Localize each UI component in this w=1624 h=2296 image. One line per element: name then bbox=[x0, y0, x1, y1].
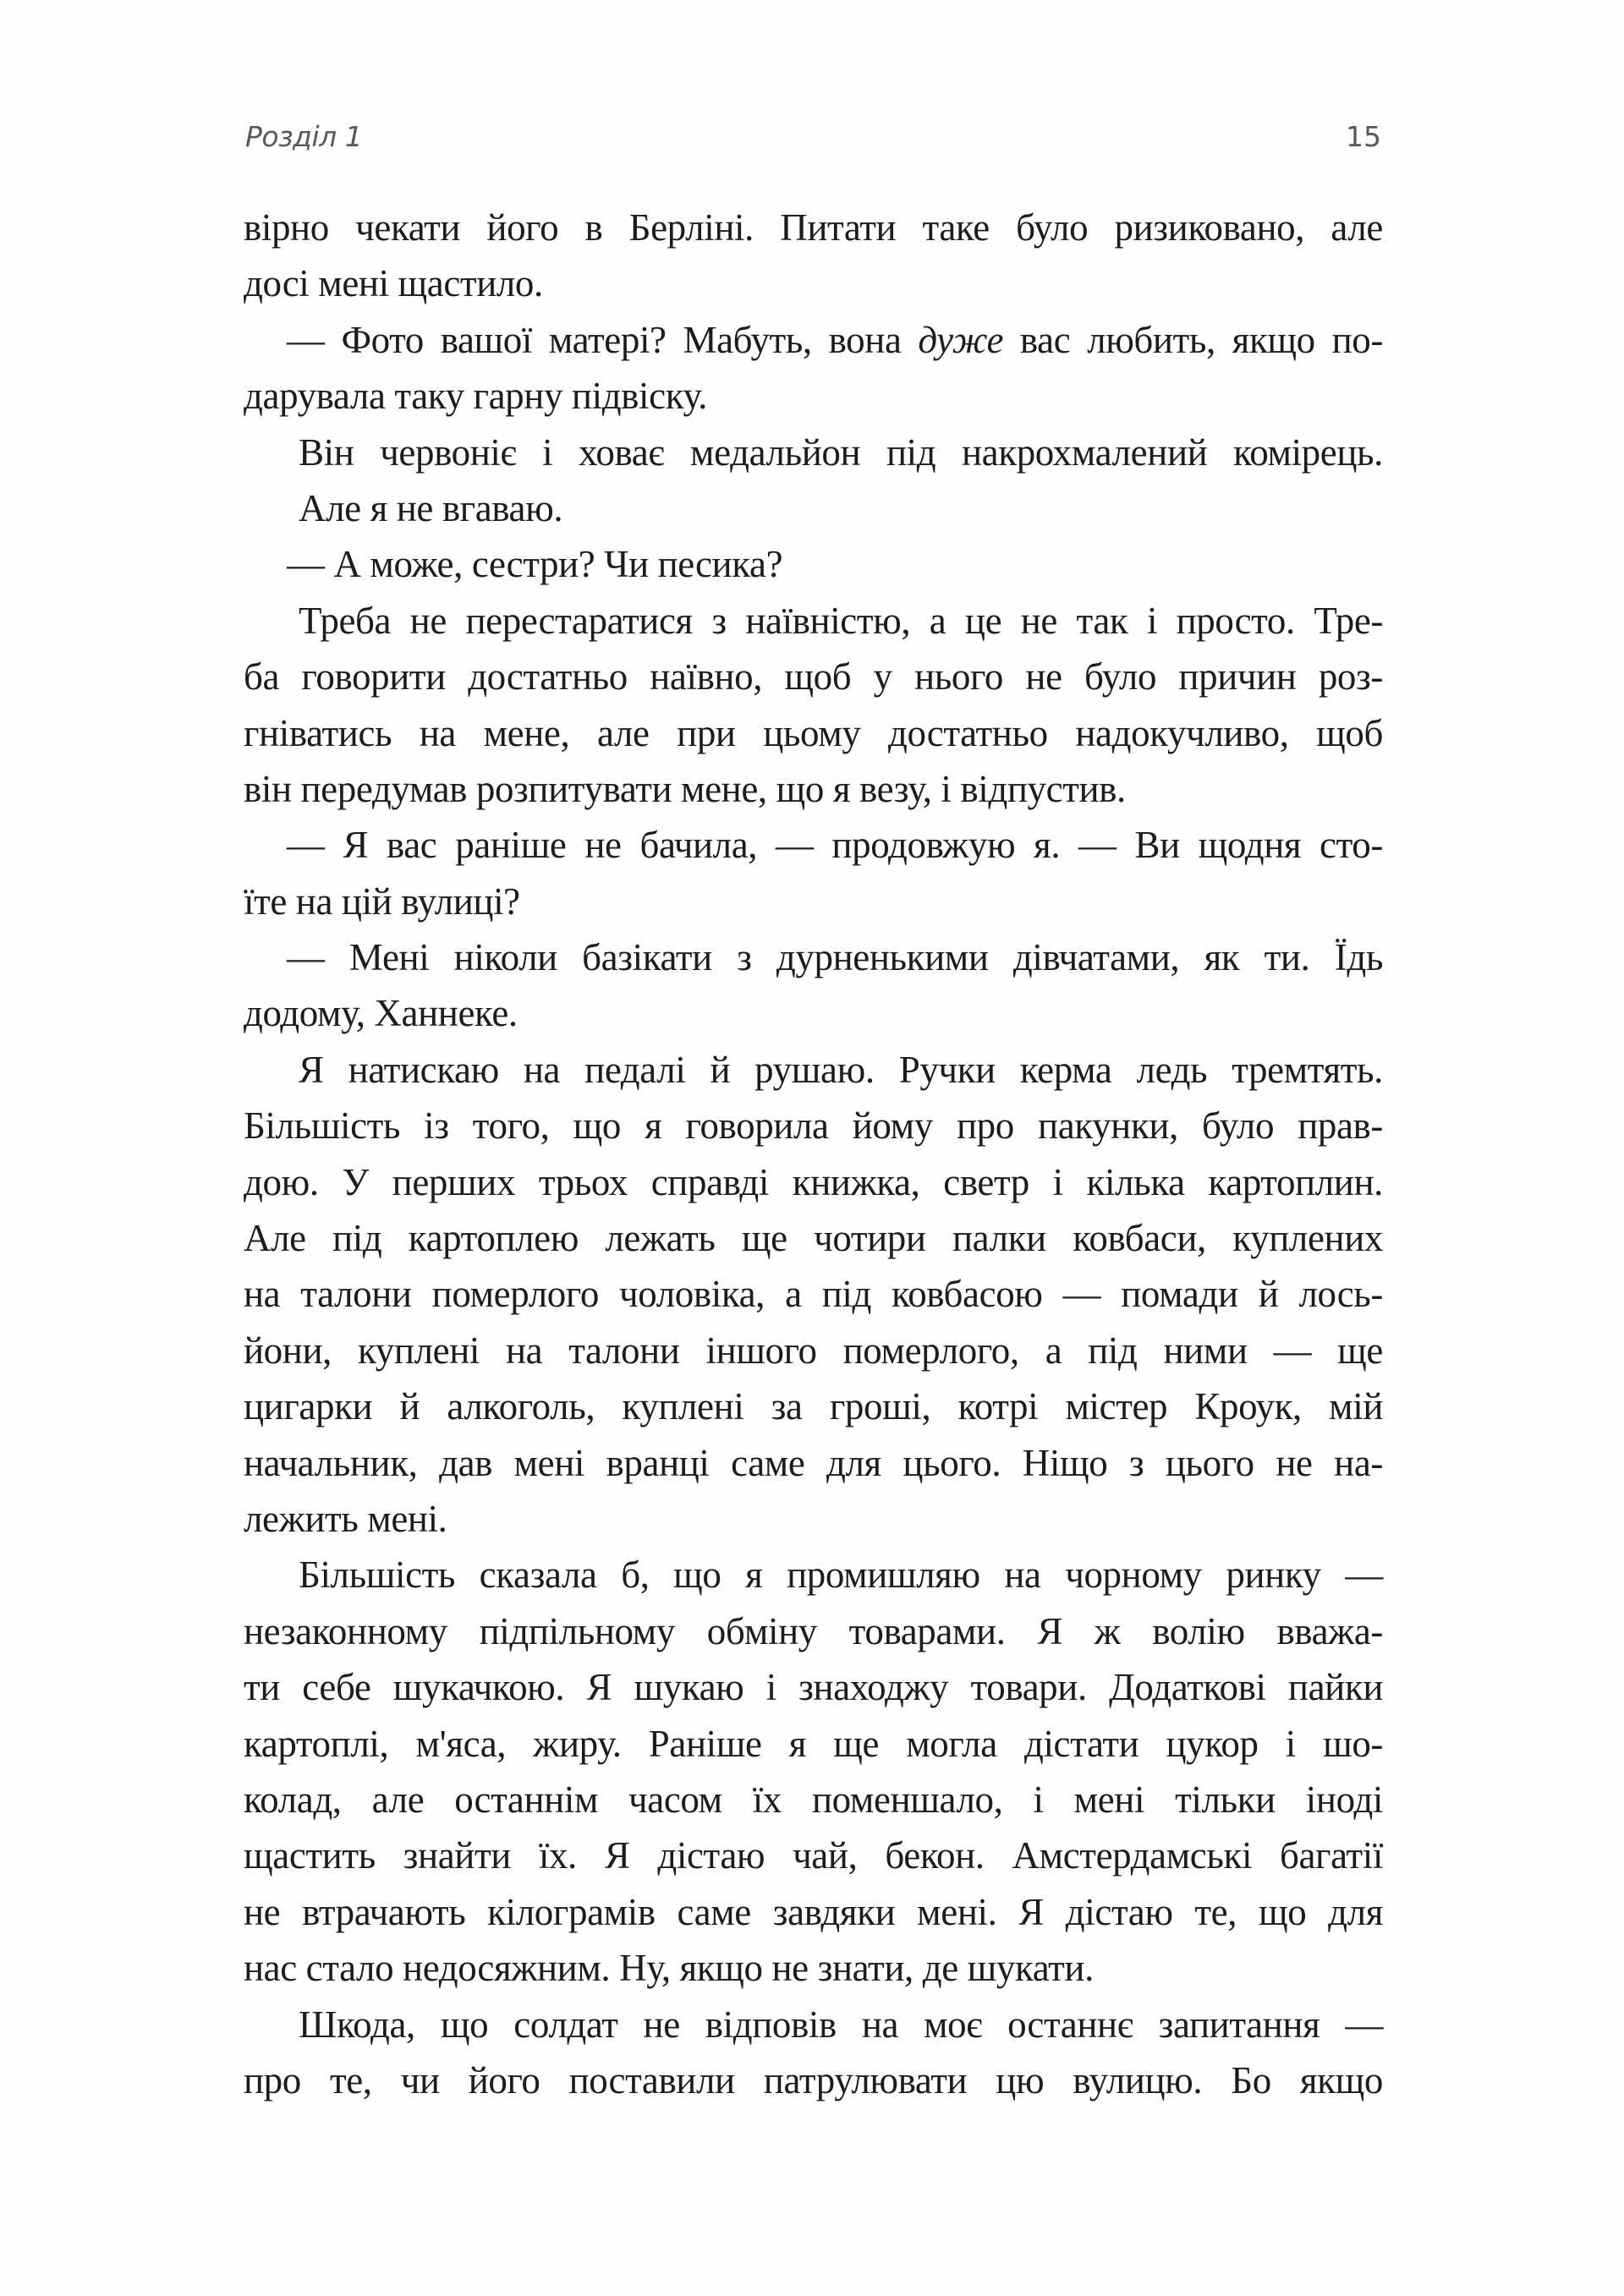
text-line: додому, Ханнеке. bbox=[244, 992, 518, 1035]
text-line: ба говорити достатньо наївно, щоб у нього не було причин роз- bbox=[244, 655, 1383, 699]
text-line: досі мені щастило. bbox=[244, 262, 543, 305]
text-line: цигарки й алкоголь, куплені за гроші, котрі містер Кроук, мій bbox=[244, 1385, 1383, 1428]
text-line: Але під картоплею лежать ще чотири палки ковбаси, куплених bbox=[244, 1217, 1383, 1260]
text-line: щастить знайти їх. Я дістаю чай, бекон. Амстердамські багатії bbox=[244, 1834, 1383, 1877]
text-line: лежить мені. bbox=[244, 1497, 447, 1540]
text-line: гніватись на мене, але при цьому достатньо надокучливо, щоб bbox=[244, 711, 1383, 754]
text-span: — Фото вашої матері? Мабуть, вона bbox=[287, 318, 919, 361]
text-line: дою. У перших трьох справді книжка, светр і кілька картоплин. bbox=[244, 1160, 1383, 1203]
text-line: начальник, дав мені вранці саме для цього. Ніщо з цього не на- bbox=[244, 1441, 1383, 1484]
text-line: Треба не перестаратися з наївністю, а це не так і просто. Тре- bbox=[299, 599, 1383, 642]
text-line-dialogue: — Я вас раніше не бачила, — продовжую я. — Ви щодня сто- bbox=[287, 824, 1383, 867]
text-line: Він червоніє і ховає медальйон під накрохмалений комірець. bbox=[299, 430, 1383, 474]
text-line: йони, куплені на талони іншого померлого, а під ними — ще bbox=[244, 1329, 1383, 1372]
page-number: 15 bbox=[1346, 120, 1381, 153]
text-line-dialogue bbox=[244, 312, 1383, 368]
text-line-dialogue: — Мені ніколи базікати з дурненькими дівчатами, як ти. Їдь bbox=[287, 936, 1383, 979]
running-head-chapter: Розділ 1 bbox=[245, 120, 363, 153]
text-line: Я натискаю на педалі й рушаю. Ручки керма ледь тремтять. bbox=[299, 1048, 1383, 1091]
text-line: дарувала таку гарну підвіску. bbox=[244, 375, 707, 418]
text-line: він передумав розпитувати мене, що я везу, і відпустив. bbox=[244, 767, 1126, 810]
text-line: ти себе шукачкою. Я шукаю і знаходжу товари. Додаткові пайки bbox=[244, 1666, 1383, 1709]
text-line: картоплі, м'яса, жиру. Раніше я ще могла дістати цукор і шо- bbox=[244, 1722, 1383, 1765]
emphasis-text: дуже bbox=[918, 318, 1004, 361]
text-line: незаконному підпільному обміну товарами. Я ж волію вважа- bbox=[244, 1609, 1383, 1652]
text-line: Більшість із того, що я говорила йому про пакунки, було прав- bbox=[244, 1104, 1383, 1148]
text-line: про те, чи його поставили патрулювати цю вулицю. Бо якщо bbox=[244, 2058, 1383, 2101]
text-line-dialogue: — А може, сестри? Чи песика? bbox=[287, 543, 783, 586]
text-span: вас любить, якщо по- bbox=[1003, 318, 1383, 361]
text-line: вірно чекати його в Берліні. Питати таке було ризиковано, але bbox=[244, 206, 1383, 249]
body-text bbox=[244, 200, 1383, 2108]
text-line: Але я не вгаваю. bbox=[299, 486, 563, 529]
text-line: не втрачають кілограмів саме завдяки мені. Я дістаю те, що для bbox=[244, 1890, 1383, 1933]
text-line: на талони померлого чоловіка, а під ковбасою — помади й лось- bbox=[244, 1273, 1383, 1316]
text-line: колад, але останнім часом їх поменшало, і мені тільки іноді bbox=[244, 1778, 1383, 1821]
text-line: нас стало недосяжним. Ну, якщо не знати, де шукати. bbox=[244, 1947, 1094, 1990]
text-line: Шкода, що солдат не відповів на моє останнє запитання — bbox=[299, 2003, 1383, 2046]
text-line: їте на цій вулиці? bbox=[244, 879, 520, 923]
text-line: Більшість сказала б, що я промишляю на чорному ринку — bbox=[299, 1553, 1383, 1597]
